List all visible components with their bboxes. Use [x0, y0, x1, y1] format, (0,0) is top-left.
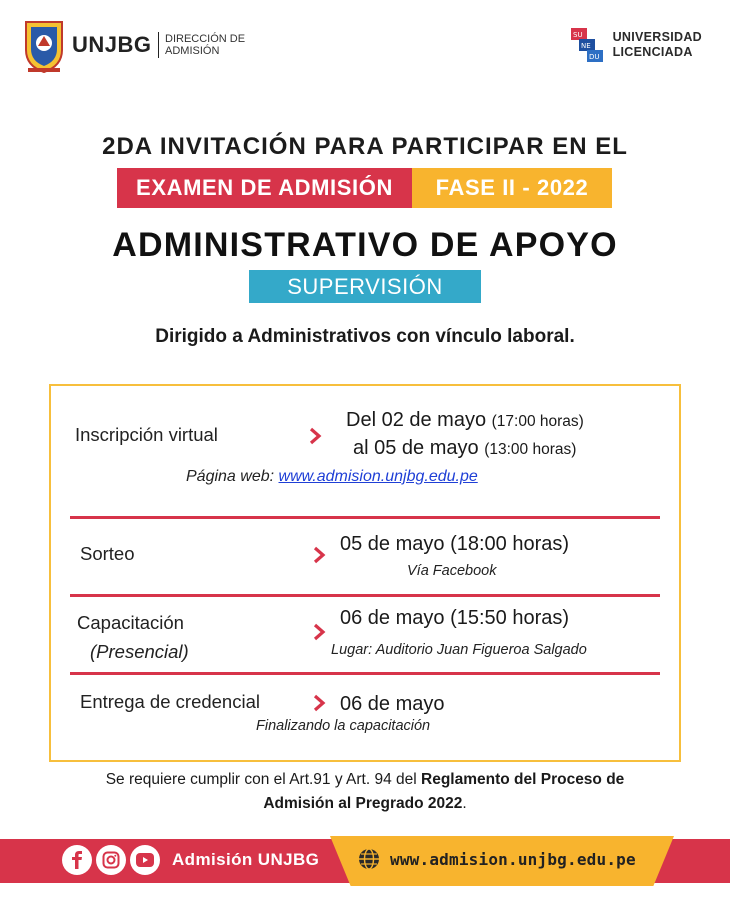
draw-date: 05 de mayo (18:00 horas) [340, 533, 570, 555]
instagram-icon[interactable] [96, 845, 126, 875]
globe-icon [358, 848, 380, 870]
sunedu-icon [569, 26, 605, 64]
inscription-from-time: (17:00 horas) [491, 413, 584, 430]
row-divider [70, 672, 660, 675]
credential-label: Entrega de credencial [80, 691, 260, 712]
brand-name: UNJBG [72, 32, 152, 57]
inscription-label: Inscripción virtual [75, 424, 218, 445]
requirement-regulation-2: Admisión al Pregrado 2022 [263, 795, 463, 812]
university-crest-icon [22, 16, 66, 74]
role-title: ADMINISTRATIVO DE APOYO [112, 226, 618, 264]
brand-subtitle-line1: DIRECCIÓN DE [165, 33, 246, 45]
sunedu-ne: NE [580, 42, 591, 50]
row-divider [70, 516, 660, 519]
social-links [62, 845, 319, 875]
brand-subtitle-line2: ADMISIÓN [165, 45, 220, 57]
website-text[interactable]: www.admision.unjbg.edu.pe [390, 849, 636, 869]
sunedu-du: DU [588, 53, 600, 61]
training-date: 06 de mayo (15:50 horas) [340, 607, 570, 629]
chevron-right-icon [312, 546, 326, 564]
brand-divider [158, 32, 160, 58]
chevron-right-icon [308, 427, 322, 445]
draw-note: Vía Facebook [407, 563, 497, 579]
exam-label: EXAMEN DE ADMISIÓN [117, 168, 412, 208]
licensed-university-logo [569, 26, 702, 64]
credential-date: 06 de mayo [340, 693, 445, 715]
admission-web-link[interactable]: www.admision.unjbg.edu.pe [278, 468, 478, 485]
inscription-to-time: (13:00 horas) [484, 441, 577, 458]
phase-label: FASE II - 2022 [412, 168, 612, 208]
social-handle: Admisión UNJBG [172, 850, 320, 869]
license-text [613, 30, 702, 60]
training-note: Lugar: Auditorio Juan Figueroa Salgado [331, 642, 587, 658]
requirement-suffix: . [462, 795, 467, 812]
sunedu-su: SU [572, 31, 583, 39]
facebook-icon[interactable] [62, 845, 92, 875]
credential-note: Finalizando la capacitación [256, 718, 431, 734]
unjbg-logo [22, 16, 245, 74]
invitation-title: 2DA INVITACIÓN PARA PARTICIPAR EN EL [102, 133, 628, 160]
website-link[interactable] [358, 848, 636, 870]
inscription-web: Página web: www.admision.unjbg.edu.pe [186, 468, 478, 485]
audience-text: Dirigido a Administrativos con vínculo laboral. [155, 326, 575, 347]
area-label: SUPERVISIÓN [249, 270, 481, 303]
row-divider [70, 594, 660, 597]
inscription-from-date: Del 02 de mayo [346, 409, 487, 431]
youtube-icon[interactable] [130, 845, 160, 875]
requirement-regulation-1: Reglamento del Proceso de [421, 771, 625, 788]
chevron-right-icon [312, 694, 326, 712]
draw-label: Sorteo [80, 543, 135, 564]
chevron-right-icon [312, 623, 326, 641]
inscription-from [346, 409, 584, 432]
inscription-to-date: al 05 de mayo [353, 437, 479, 459]
training-label: Capacitación [77, 612, 184, 633]
brand-subtitle [165, 33, 245, 57]
license-line2: LICENCIADA [612, 45, 693, 59]
requirement-text [0, 768, 730, 816]
training-mode: (Presencial) [90, 641, 189, 662]
license-line1: UNIVERSIDAD [612, 30, 702, 44]
requirement-prefix: Se requiere cumplir con el Art.91 y Art. 94 del [105, 771, 422, 788]
inscription-to [353, 437, 576, 460]
web-label: Página web [186, 468, 270, 485]
